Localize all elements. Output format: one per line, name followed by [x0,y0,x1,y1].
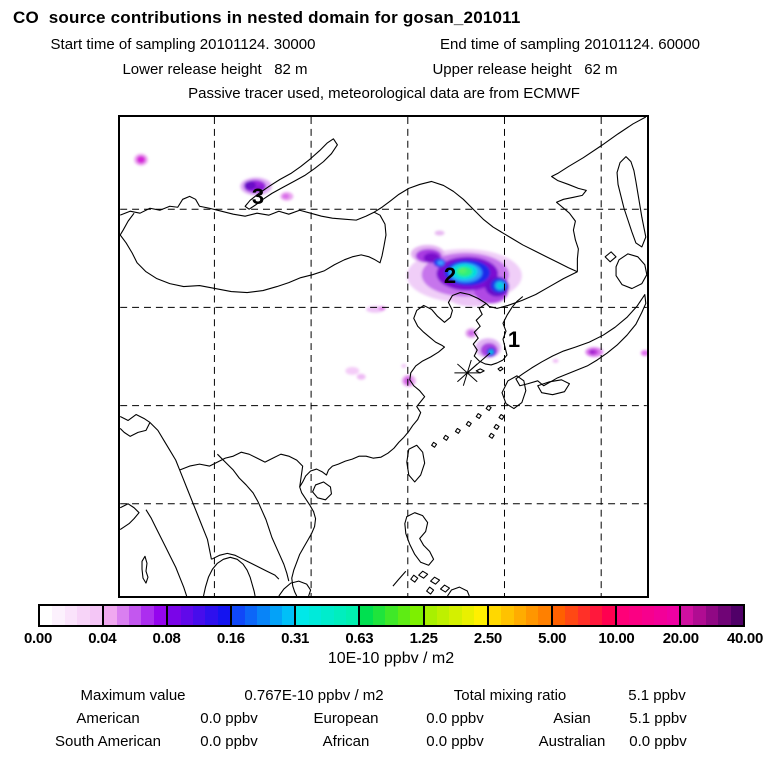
source-region-label: Asian [553,710,591,727]
hotspot-nw-siberia-spot [137,156,146,164]
colorbar-cell [449,606,461,625]
colorbar-cell [77,606,89,625]
colorbar-cell [334,606,346,625]
concentration-field [134,154,647,387]
source-region-value: 0.0 ppbv [200,710,258,727]
colorbar-cell [654,606,666,625]
tracer-info-text: Passive tracer used, meteorological data are from ECMWF [188,85,580,102]
colorbar-cell [462,606,474,625]
colorbar-cell [154,606,166,625]
colorbar-segment [102,606,166,625]
region-label-3: 3 [251,184,265,209]
colorbar-cell [129,606,141,625]
colorbar-segment [294,606,358,625]
region-label-2: 2 [443,263,457,288]
colorbar-cell [52,606,64,625]
region-label-1: 1 [507,327,521,352]
hotspot-south-korea-spot [468,330,475,336]
colorbar-tick: 0.16 [216,630,245,647]
colorbar [38,604,745,627]
colorbar-tick: 20.00 [662,630,699,647]
max-value: 0.767E-10 ppbv / m2 [244,687,384,704]
start-time-text: Start time of sampling 20101124. 30000 [50,36,316,53]
colorbar-cell [168,606,180,625]
source-region-label: Australian [538,733,606,750]
source-region-label: South American [55,733,161,750]
colorbar-segment [487,606,551,625]
figure-title: CO source contributions in nested domain for gosan_201011 [13,8,521,27]
colorbar-cell [398,606,410,625]
colorbar-cell [489,606,501,625]
colorbar-cell [104,606,116,625]
colorbar-segment [230,606,294,625]
colorbar-segment [615,606,679,625]
colorbar-cell [681,606,693,625]
colorbar-cell [245,606,257,625]
hotspot-yellow-sea-faint [345,367,359,375]
total-mixing-ratio-value: 5.1 ppbv [628,687,686,704]
receptor-star-icon [454,353,490,386]
map-canvas [120,117,647,596]
colorbar-cell [65,606,77,625]
hotspot-yellow-sea-faint [357,374,366,380]
hotspot-manchuria-plume [497,283,503,289]
colorbar-cell [193,606,205,625]
colorbar-cell [642,606,654,625]
colorbar-tick: 0.04 [88,630,117,647]
colorbar-cell [425,606,437,625]
colorbar-cell [282,606,294,625]
colorbar-cell [474,606,486,625]
colorbar-cell [40,606,52,625]
max-value-label: Maximum value [80,687,186,704]
colorbar-cell [514,606,526,625]
colorbar-segment [679,606,743,625]
colorbar-tick: 0.08 [152,630,181,647]
colorbar-cell [410,606,422,625]
colorbar-cell [667,606,679,625]
end-time-text: End time of sampling 20101124. 60000 [440,36,700,53]
colorbar-tick: 10.00 [598,630,635,647]
hotspot-japan-tokyo-spot [590,350,595,354]
hotspot-baikal-irkutsk-spot [282,194,289,199]
colorbar-cell [693,606,705,625]
source-region-label: American [76,710,140,727]
colorbar-cell [501,606,513,625]
colorbar-cell [590,606,602,625]
source-region-value: 0.0 ppbv [426,733,484,750]
colorbar-cell [718,606,730,625]
colorbar-cell [629,606,641,625]
colorbar-tick: 2.50 [473,630,502,647]
colorbar-cell [296,606,308,625]
colorbar-cell [205,606,217,625]
source-region-value: 0.0 ppbv [200,733,258,750]
hotspot-japan-tokyo-spot [553,359,559,363]
colorbar-segment [423,606,487,625]
colorbar-cell [526,606,538,625]
colorbar-segment [166,606,230,625]
colorbar-cell [218,606,230,625]
colorbar-cell [602,606,614,625]
coastlines [120,117,647,596]
source-region-value: 0.0 ppbv [629,733,687,750]
map-panel [118,115,649,598]
colorbar-cell [360,606,372,625]
colorbar-units: 10E-10 ppbv / m2 [327,650,455,667]
colorbar-cell [437,606,449,625]
hotspot-japan-tokyo-spot [641,350,647,356]
colorbar-cell [578,606,590,625]
source-region-value: 5.1 ppbv [629,710,687,727]
colorbar-segment [358,606,422,625]
colorbar-cell [141,606,153,625]
colorbar-cell [617,606,629,625]
lower-release-height-text: Lower release height 82 m [122,61,308,78]
hotspot-manchuria-plume [458,268,466,273]
colorbar-segment [551,606,615,625]
source-region-value: 0.0 ppbv [426,710,484,727]
colorbar-cell [270,606,282,625]
source-region-label: African [322,733,370,750]
colorbar-tick: 5.00 [538,630,567,647]
colorbar-tick: 1.25 [409,630,438,647]
colorbar-tick: 40.00 [726,630,764,647]
hotspot-manchuria-plume [435,231,445,236]
colorbar-cell [385,606,397,625]
colorbar-cell [706,606,718,625]
colorbar-tick: 0.00 [24,630,52,647]
colorbar-cell [117,606,129,625]
colorbar-cell [565,606,577,625]
colorbar-ticks [24,630,764,648]
colorbar-segment [40,606,102,625]
total-mixing-ratio-label: Total mixing ratio [453,687,567,704]
colorbar-cell [553,606,565,625]
colorbar-tick: 0.63 [345,630,374,647]
colorbar-cell [346,606,358,625]
colorbar-cell [731,606,743,625]
hotspot-china-coast-faint [401,364,406,368]
colorbar-cell [309,606,321,625]
colorbar-cell [373,606,385,625]
upper-release-height-text: Upper release height 62 m [432,61,618,78]
colorbar-tick: 0.31 [281,630,310,647]
colorbar-cell [181,606,193,625]
colorbar-cell [321,606,333,625]
colorbar-cell [257,606,269,625]
colorbar-cell [90,606,102,625]
latlon-gridlines [120,117,647,596]
source-region-label: European [313,710,379,727]
colorbar-cell [232,606,244,625]
colorbar-cell [538,606,550,625]
